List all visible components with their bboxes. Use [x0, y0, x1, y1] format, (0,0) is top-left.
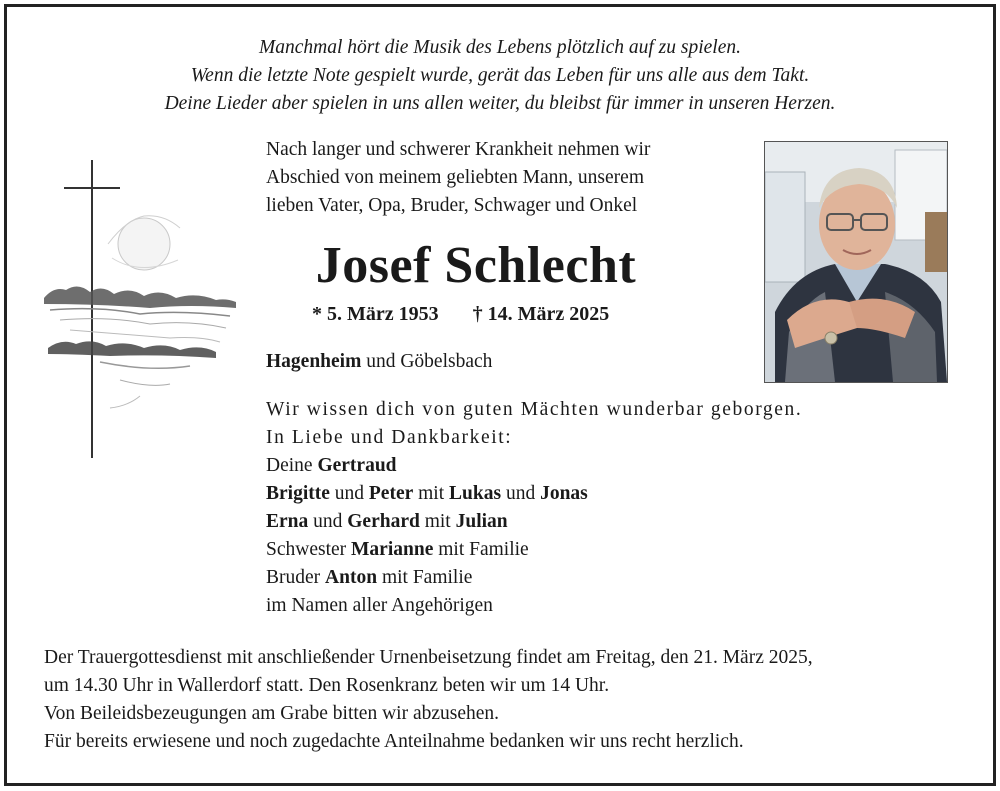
quote-line: Wir wissen dich von guten Mächten wunderbar geborgen. — [266, 399, 803, 420]
love-line: In Liebe und Dankbarkeit: — [266, 427, 513, 448]
text-span: und — [501, 483, 541, 504]
family-line — [266, 480, 802, 508]
family-member: Peter — [368, 483, 414, 504]
text-span: Bruder — [266, 567, 326, 588]
family-line — [266, 536, 802, 564]
closing-line: Von Beileidsbezeugungen am Grabe bitten wir abzusehen. — [44, 703, 500, 724]
family-member: Jonas — [540, 483, 588, 504]
closing-notice — [44, 644, 813, 756]
birth-date: * 5. März 1953 — [312, 303, 439, 325]
closing-line: Der Trauergottesdienst mit anschließender Urnenbeisetzung findet am Freitag, den 21. März 2025, — [44, 647, 813, 668]
intro-line: Abschied von meinem geliebten Mann, unserem — [266, 167, 644, 188]
death-date: † 14. März 2025 — [472, 303, 610, 325]
family-line: im Namen aller Angehörigen — [266, 595, 493, 616]
text-span: mit — [413, 483, 450, 504]
text-span: mit Familie — [377, 567, 473, 588]
family-member: Gerhard — [347, 511, 420, 532]
cross-moon-landscape-icon — [40, 158, 240, 460]
closing-line: um 14.30 Uhr in Wallerdorf statt. Den Rosenkranz beten wir um 14 Uhr. — [44, 675, 610, 696]
landscape-icon — [44, 286, 236, 408]
family-member: Brigitte — [266, 483, 330, 504]
text-span: Deine — [266, 455, 318, 476]
family-signatures — [266, 396, 802, 620]
text-span: Schwester — [266, 539, 352, 560]
text-span: mit — [419, 511, 456, 532]
family-member: Julian — [455, 511, 508, 532]
family-member: Gertraud — [317, 455, 397, 476]
poem-line: Wenn die letzte Note gespielt wurde, gerät das Leben für uns alle aus dem Takt. — [190, 65, 810, 86]
text-span: und — [329, 483, 369, 504]
deceased-name: Josef Schlecht — [315, 237, 637, 294]
intro-text — [266, 136, 650, 220]
family-line — [266, 508, 802, 536]
hometown — [266, 348, 492, 376]
text-span: und — [308, 511, 348, 532]
hometown-primary: Hagenheim — [266, 351, 362, 372]
life-dates — [312, 300, 609, 328]
family-member: Lukas — [449, 483, 502, 504]
portrait-photo — [764, 141, 948, 383]
poem — [0, 34, 1000, 118]
family-line — [266, 564, 802, 592]
intro-line: lieben Vater, Opa, Bruder, Schwager und Onkel — [266, 195, 638, 216]
family-member: Anton — [325, 567, 378, 588]
poem-line: Manchmal hört die Musik des Lebens plötzlich auf zu spielen. — [258, 37, 742, 58]
family-line — [266, 452, 802, 480]
text-span: mit Familie — [433, 539, 529, 560]
family-member: Marianne — [351, 539, 434, 560]
moon-icon — [108, 216, 180, 270]
poem-line: Deine Lieder aber spielen in uns allen weiter, du bleibst für immer in unseren Herzen. — [164, 93, 836, 114]
family-member: Erna — [266, 511, 309, 532]
hometown-secondary: und Göbelsbach — [361, 351, 493, 372]
closing-line: Für bereits erwiesene und noch zugedachte Anteilnahme bedanken wir uns recht herzlich. — [44, 731, 744, 752]
intro-line: Nach langer und schwerer Krankheit nehmen wir — [266, 139, 651, 160]
